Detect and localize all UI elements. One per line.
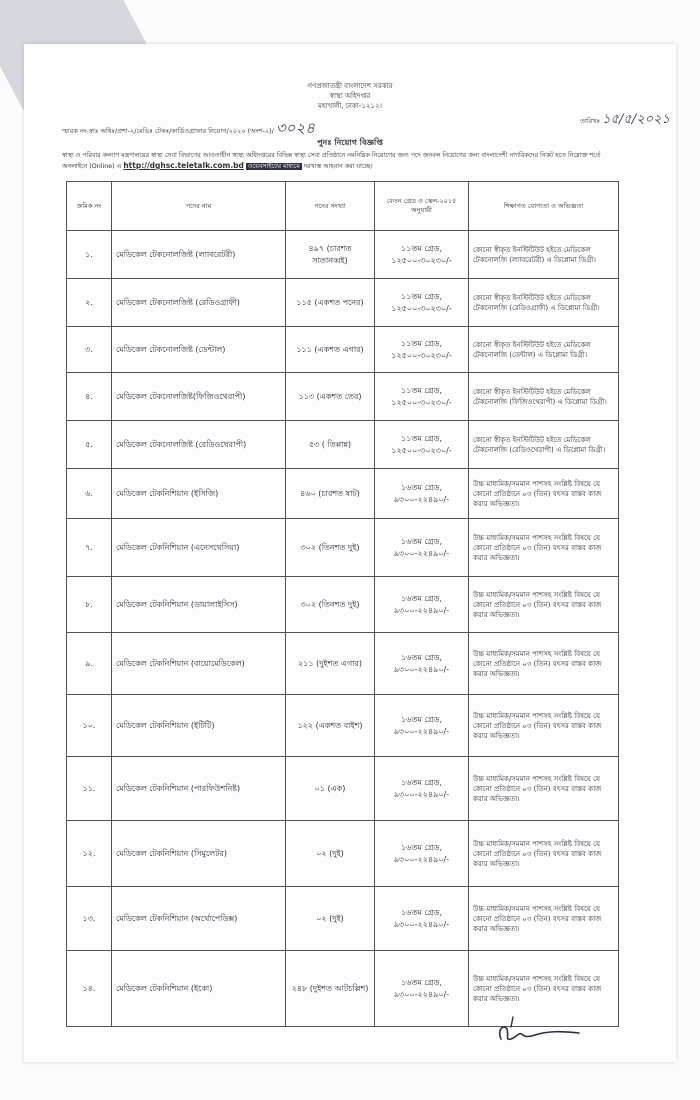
row-pay-grade: ১৬তম গ্রেড, ৯৩০০-২২৪৯০/- <box>375 469 469 519</box>
table-row <box>67 887 619 951</box>
row-qualification: উচ্চ মাধ্যমিক/সমমান পাশসহ সংশ্লিষ্ট বিষয়ে যে কোনো প্রতিষ্ঠানে ০৩ (তিন) বৎসর বাস্তব কাজ করার অভিজ্ঞতা। <box>469 757 619 821</box>
row-pay-grade: ১১তম গ্রেড, ১২৫০০-৩০২৩০/- <box>375 421 469 469</box>
row-post-count: ০১ (এক) <box>286 757 375 821</box>
govt-name: গণপ্রজাতন্ত্রী বাংলাদেশ সরকার <box>307 82 393 90</box>
row-post-count: ৪৯৭ (চারশত সাতানব্বই) <box>286 231 375 279</box>
signature-mark <box>495 1009 585 1049</box>
row-serial: ৪. <box>67 373 112 421</box>
row-serial: ২. <box>67 279 112 327</box>
row-post-name: মেডিকেল টেকনিশিয়ান (ইসিজি) <box>112 469 286 519</box>
row-post-name: মেডিকেল টেকনিশিয়ান (পারফিউশনিষ্ট) <box>112 757 286 821</box>
row-pay-grade: ১৬তম গ্রেড, ৯৩০০-২২৪৯০/- <box>375 821 469 887</box>
row-post-name: মেডিকেল টেকনোলজিষ্ট(ফিজিওথেরাপী) <box>112 373 286 421</box>
row-serial: ১২. <box>67 821 112 887</box>
row-serial: ১১. <box>67 757 112 821</box>
row-serial: ৫. <box>67 421 112 469</box>
row-serial: ১. <box>67 231 112 279</box>
row-post-name: মেডিকেল টেকনোলজিষ্ট (রেডিওথেরাপী) <box>112 421 286 469</box>
table-row <box>67 757 619 821</box>
table-row <box>67 279 619 327</box>
table-row <box>67 231 619 279</box>
table-header-row <box>67 182 619 231</box>
directorate-name: স্বাস্থ্য অধিদপ্তর <box>329 92 371 100</box>
row-serial: ১৪. <box>67 951 112 1027</box>
row-qualification: উচ্চ মাধ্যমিক/সমমান পাশসহ সংশ্লিষ্ট বিষয়ে যে কোনো প্রতিষ্ঠানে ০৩ (তিন) বৎসর বাস্তব কাজ করার অভিজ্ঞতা। <box>469 519 619 577</box>
row-post-count: ১১১ (একশত এগার) <box>286 327 375 373</box>
row-qualification: কোনো স্বীকৃত ইনস্টিটিউট হইতে মেডিকেল টেকনোলজি (ডেন্টাল) এ ডিপ্লোমা ডিগ্রী। <box>469 327 619 373</box>
row-qualification: কোনো স্বীকৃত ইনস্টিটিউট হইতে মেডিকেল টেকনোলজি (রেডিওথেরাপী) এ ডিপ্লোমা ডিগ্রী। <box>469 421 619 469</box>
table-row <box>67 577 619 633</box>
intro-suffix: দরখাস্ত আহবান করা যাচ্ছে। <box>303 163 373 170</box>
row-post-name: মেডিকেল টেকনিশিয়ান (অর্থোপেডিক্স) <box>112 887 286 951</box>
office-address: মহাখালী, ঢাকা-১২১২। <box>317 102 383 110</box>
row-post-name: মেডিকেল টেকনিশিয়ান (ইকো) <box>112 951 286 1027</box>
row-qualification: উচ্চ মাধ্যমিক/সমমান পাশসহ সংশ্লিষ্ট বিষয়ে যে কোনো প্রতিষ্ঠানে ০৩ (তিন) বৎসর বাস্তব কাজ করার অভিজ্ঞতা। <box>469 469 619 519</box>
row-pay-grade: ১৬তম গ্রেড, ৯৩০০-২২৪৯০/- <box>375 951 469 1027</box>
row-serial: ৩. <box>67 327 112 373</box>
intro-paragraph <box>62 151 622 172</box>
website-highlight: ওয়েবসাইটের মাধ্যমে <box>247 163 300 170</box>
row-qualification: কোনো স্বীকৃত ইনস্টিটিউট হইতে মেডিকেল টেকনোলজি (ল্যাবরেটরী) এ ডিপ্লোমা ডিগ্রী। <box>469 231 619 279</box>
row-post-name: মেডিকেল টেকনিশিয়ান (ডায়ালাইসিস) <box>112 577 286 633</box>
row-qualification: উচ্চ মাধ্যমিক/সমমান পাশসহ সংশ্লিষ্ট বিষয়ে যে কোনো প্রতিষ্ঠানে ০৩ (তিন) বৎসর বাস্তব কাজ করার অভিজ্ঞতা। <box>469 695 619 757</box>
row-post-count: ২১১ (দুইশত এগার) <box>286 633 375 695</box>
date-label: তারিখঃ <box>580 117 601 125</box>
row-pay-grade: ১১তম গ্রেড, ১২৫০০-৩০২৩০/- <box>375 373 469 421</box>
row-post-name: মেডিকেল টেকনিশিয়ান (ইটিটি) <box>112 695 286 757</box>
row-post-count: ১২২ (একশত বাইশ) <box>286 695 375 757</box>
row-pay-grade: ১৬তম গ্রেড, ৯৩০০-২২৪৯০/- <box>375 519 469 577</box>
row-post-count: ৩০২ (তিনশত দুই) <box>286 519 375 577</box>
row-post-name: মেডিকেল টেকনোলজিষ্ট (রেডিওগ্রাফী) <box>112 279 286 327</box>
row-serial: ৯. <box>67 633 112 695</box>
row-post-name: মেডিকেল টেকনোলজিষ্ট (ল্যাবরেটরী) <box>112 231 286 279</box>
header-qualification: শিক্ষাগত যোগ্যতা ও অভিজ্ঞতা <box>469 182 619 231</box>
table-row <box>67 695 619 757</box>
header-post-count: পদের সংখ্যা <box>286 182 375 231</box>
row-qualification: উচ্চ মাধ্যমিক/সমমান পাশসহ সংশ্লিষ্ট বিষয়ে যে কোনো প্রতিষ্ঠানে ০৩ (তিন) বৎসর বাস্তব কাজ করার অভিজ্ঞতা। <box>469 887 619 951</box>
row-pay-grade: ১৬তম গ্রেড, ৯৩০০-২২৪৯০/- <box>375 757 469 821</box>
row-post-count: ৫৩ ( তিপ্পান্ন) <box>286 421 375 469</box>
row-post-name: মেডিকেল টেকনিশিয়ান (সিমুলেটর) <box>112 821 286 887</box>
row-post-count: ১১৫ (একশত পনের) <box>286 279 375 327</box>
table-row <box>67 327 619 373</box>
row-post-count: ২৪৮ (দুইশত আটচল্লিশ) <box>286 951 375 1027</box>
row-pay-grade: ১১তম গ্রেড, ১২৫০০-৩০২৩০/- <box>375 327 469 373</box>
row-post-count: ০২ (দুই) <box>286 887 375 951</box>
table-row <box>67 421 619 469</box>
row-qualification: কোনো স্বীকৃত ইনস্টিটিউট হইতে মেডিকেল টেকনোলজি (রেডিওগ্রাফী) এ ডিপ্লোমা ডিগ্রী। <box>469 279 619 327</box>
row-qualification: কোনো স্বীকৃত ইনস্টিটিউট হইতে মেডিকেল টেকনোলজি (ফিজিওথেরাপী) এ ডিপ্লোমা ডিগ্রী। <box>469 373 619 421</box>
row-qualification: উচ্চ মাধ্যমিক/সমমান পাশসহ সংশ্লিষ্ট বিষয়ে যে কোনো প্রতিষ্ঠানে ০৩ (তিন) বৎসর বাস্তব কাজ করার অভিজ্ঞতা। <box>469 577 619 633</box>
row-post-count: ১১৩ (একশত তের) <box>286 373 375 421</box>
row-pay-grade: ১৬তম গ্রেড, ৯৩০০-২২৪৯০/- <box>375 887 469 951</box>
table-row <box>67 469 619 519</box>
row-qualification: উচ্চ মাধ্যমিক/সমমান পাশসহ সংশ্লিষ্ট বিষয়ে যে কোনো প্রতিষ্ঠানে ০৩ (তিন) বৎসর বাস্তব কাজ করার অভিজ্ঞতা। <box>469 633 619 695</box>
table-row <box>67 519 619 577</box>
memo-handwritten-number: ৩০২৪ <box>275 119 315 137</box>
row-pay-grade: ১৬তম গ্রেড, ৯৩০০-২২৪৯০/- <box>375 695 469 757</box>
posts-table <box>66 181 619 1027</box>
memo-date <box>580 110 670 131</box>
intro-text: স্বাস্থ্য ও পরিবার কল্যাণ মন্ত্রণালয়ের স্বাস্থ্য সেবা বিভাগের আওতাধীন স্বাস্থ্য অধিদপ্তরের বিভিন্ন স্বাস্থ্য সেবা প্রতিষ্ঠানে নমনিম্নিক নিয়োগের জন্য পদে জনবল নিয়োগের জন্য বাংলাদেশী নাগরিকদের নিকট হতে নিম্নোক্ত শর্তে অনলাইনে (Online) এ <box>62 152 601 170</box>
date-value: ১৫/৫/২০২১ <box>602 112 670 127</box>
row-post-name: মেডিকেল টেকনিশিয়ান (এনেসথেসিয়া) <box>112 519 286 577</box>
header-serial: ক্রমিক নং <box>67 182 112 231</box>
row-qualification: উচ্চ মাধ্যমিক/সমমান পাশসহ সংশ্লিষ্ট বিষয়ে যে কোনো প্রতিষ্ঠানে ০৩ (তিন) বৎসর বাস্তব কাজ করার অভিজ্ঞতা। <box>469 951 619 1027</box>
notice-title: পুনঃ নিয়োগ বিজ্ঞপ্তি <box>317 138 383 147</box>
row-serial: ৭. <box>67 519 112 577</box>
table-row <box>67 821 619 887</box>
row-post-count: ৩০২ (তিনশত দুই) <box>286 577 375 633</box>
row-serial: ৬. <box>67 469 112 519</box>
row-post-count: ০২ (দুই) <box>286 821 375 887</box>
row-qualification: উচ্চ মাধ্যমিক/সমমান পাশসহ সংশ্লিষ্ট বিষয়ে যে কোনো প্রতিষ্ঠানে ০৩ (তিন) বৎসর বাস্তব কাজ করার অভিজ্ঞতা। <box>469 821 619 887</box>
table-row <box>67 373 619 421</box>
row-serial: ১০. <box>67 695 112 757</box>
table-row <box>67 633 619 695</box>
row-pay-grade: ১৬তম গ্রেড, ৯৩০০-২২৪৯০/- <box>375 577 469 633</box>
header-post-name: পদের নাম <box>112 182 286 231</box>
row-pay-grade: ১১তম গ্রেড, ১২৫০০-৩০২৩০/- <box>375 231 469 279</box>
row-pay-grade: ১৬তম গ্রেড, ৯৩০০-২২৪৯০/- <box>375 633 469 695</box>
website-link[interactable]: http://dghsc.teletalk.com.bd <box>123 161 244 170</box>
row-post-name: মেডিকেল টেকনিশিয়ান (বায়োমেডিকেল) <box>112 633 286 695</box>
row-serial: ৮. <box>67 577 112 633</box>
header-pay-grade: বেতন গ্রেড ও স্কেল-২০১৫ অনুযায়ী <box>375 182 469 231</box>
memo-text: স্মারক নং-স্বাঃ অধিঃ/প্রশা-২/মেডিঃ টেকঃ/কার্ডিওগ্রাফার নিয়োগ/২০২০ (অংশ-২)/ <box>62 127 274 135</box>
row-serial: ১৩. <box>67 887 112 951</box>
row-pay-grade: ১১তম গ্রেড, ১২৫০০-৩০২৩০/- <box>375 279 469 327</box>
row-post-count: ৪৬০ (চারশত ষাট) <box>286 469 375 519</box>
row-post-name: মেডিকেল টেকনোলজিষ্ট (ডেন্টাল) <box>112 327 286 373</box>
